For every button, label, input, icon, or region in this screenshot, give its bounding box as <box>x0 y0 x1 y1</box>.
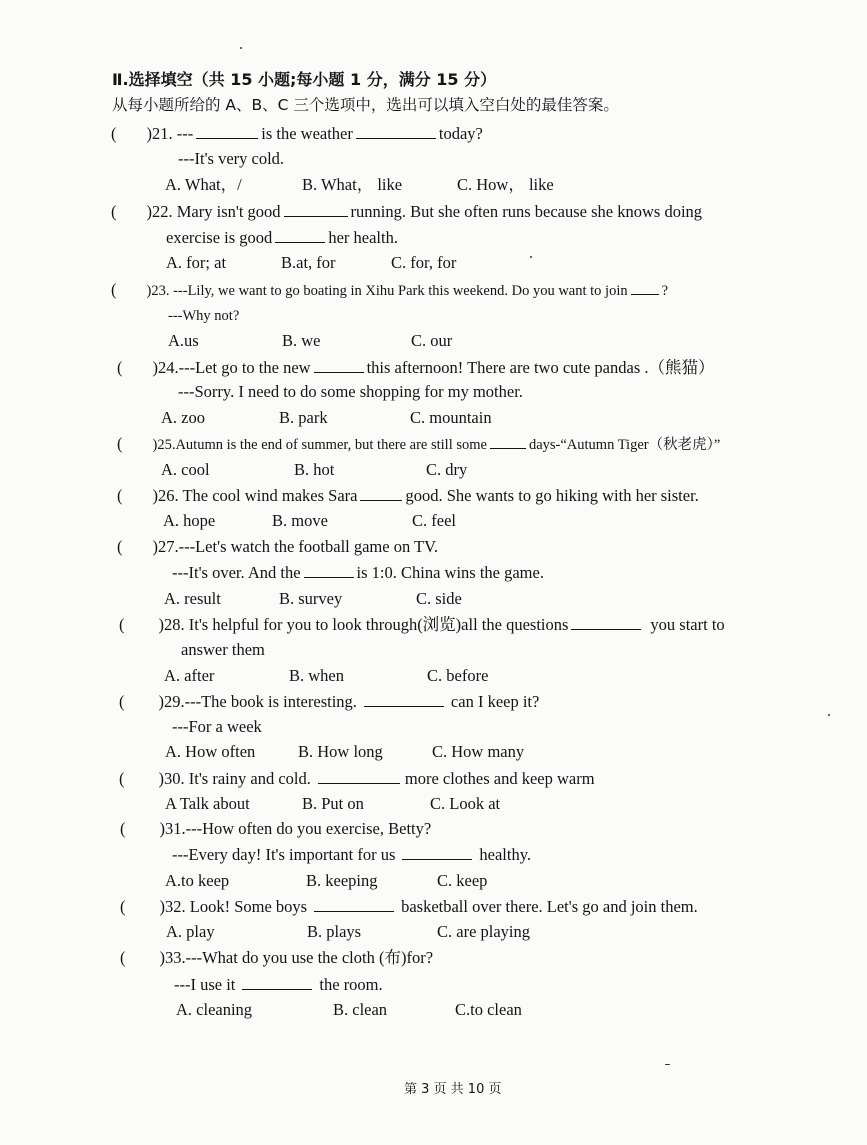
answer-blank <box>196 123 258 139</box>
scan-speck <box>828 714 830 716</box>
answer-bracket: ( <box>117 434 123 453</box>
question-text: more clothes and keep warm <box>404 769 595 788</box>
scan-speck <box>240 47 242 49</box>
question-text: her health. <box>328 228 398 247</box>
answer-blank <box>490 433 526 449</box>
answer-bracket: ( <box>120 819 126 838</box>
option-b: B. clean <box>333 1000 388 1019</box>
answer-blank <box>275 227 325 243</box>
dialogue-reply: ---It's over. And the <box>172 563 301 582</box>
question-text: is the weather <box>261 124 353 143</box>
question-text: today? <box>438 124 483 143</box>
option-a: A.to keep <box>165 871 230 890</box>
option-c: C. How， like <box>457 175 554 194</box>
question-text: )28. It's helpful for you to look through(浏览)all the questions <box>158 615 569 634</box>
scan-speck <box>665 1064 670 1065</box>
dialogue-reply: ---It's very cold. <box>178 149 285 168</box>
question-text: )25.Autumn is the end of summer, but there are still some <box>152 437 487 453</box>
answer-bracket: ( <box>120 948 126 967</box>
question-text: )22. Mary isn't good <box>146 202 281 221</box>
question-text: this afternoon! There are two cute pandas .（熊猫） <box>366 358 715 377</box>
answer-bracket: ( <box>119 615 125 634</box>
answer-blank <box>364 691 444 707</box>
question-text: )29.---The book is interesting. <box>158 692 357 711</box>
dialogue-reply: healthy. <box>479 845 531 864</box>
answer-bracket: ( <box>111 202 117 221</box>
option-b: B. How long <box>298 742 383 761</box>
option-b: B. move <box>272 511 328 530</box>
option-b: B. we <box>282 331 321 350</box>
option-c: C. our <box>411 331 453 350</box>
question-text: )23. ---Lily, we want to go boating in Xihu Park this weekend. Do you want to join <box>146 283 628 299</box>
option-c: C. mountain <box>410 408 492 427</box>
answer-blank <box>571 614 641 630</box>
option-b: B. park <box>279 408 328 427</box>
question-text: )32. Look! Some boys <box>159 897 308 916</box>
option-a: A. zoo <box>161 408 205 427</box>
scan-speck <box>530 256 532 258</box>
dialogue-reply: ---Sorry. I need to do some shopping for my mother. <box>178 382 523 401</box>
dialogue-reply: the room. <box>319 975 383 994</box>
answer-blank <box>314 357 364 373</box>
option-c: C. before <box>427 666 489 685</box>
answer-bracket: ( <box>111 280 117 299</box>
answer-bracket: ( <box>117 537 123 556</box>
question-text: )21. --- <box>146 124 194 143</box>
dialogue-reply: ---Why not? <box>168 308 240 324</box>
option-b: B. when <box>289 666 344 685</box>
answer-blank <box>304 562 354 578</box>
option-c: C. Look at <box>430 794 501 813</box>
answer-bracket: ( <box>120 897 126 916</box>
section-title: Ⅱ.选择填空（共 15 小题;每小题 1 分，满分 15 分） <box>112 70 497 89</box>
answer-blank <box>318 768 400 784</box>
section-instruction: 从每小题所给的 A、B、C 三个选项中，选出可以填入空白处的最佳答案。 <box>112 96 619 114</box>
answer-bracket: ( <box>119 692 125 711</box>
option-b: B.at, for <box>281 253 336 272</box>
option-a: A Talk about <box>165 794 250 813</box>
answer-blank <box>242 974 312 990</box>
option-c: C. feel <box>412 511 456 530</box>
dialogue-reply: ---Every day! It's important for us <box>172 845 396 864</box>
dialogue-reply: is 1:0. China wins the game. <box>356 563 544 582</box>
option-a: A. for; at <box>166 253 227 272</box>
dialogue-reply: ---I use it <box>174 975 236 994</box>
option-c: C. side <box>416 589 462 608</box>
dialogue-reply: ---For a week <box>172 717 262 736</box>
answer-bracket: ( <box>117 486 123 505</box>
answer-blank <box>631 279 659 295</box>
question-text: answer them <box>181 640 265 659</box>
question-text: )27.---Let's watch the football game on TV. <box>152 537 439 556</box>
option-a: A. What，/ <box>165 175 242 194</box>
option-a: A. after <box>164 666 215 685</box>
option-b: B. What， like <box>302 175 403 194</box>
option-a: A.us <box>168 331 199 350</box>
option-b: B. Put on <box>302 794 364 813</box>
option-b: B. keeping <box>306 871 378 890</box>
option-a: A. cleaning <box>176 1000 253 1019</box>
question-text: basketball over there. Let's go and join them. <box>401 897 698 916</box>
question-text: )31.---How often do you exercise, Betty? <box>159 819 432 838</box>
option-a: A. result <box>164 589 221 608</box>
option-b: B. hot <box>294 460 335 479</box>
option-a: A. How often <box>165 742 256 761</box>
option-c: C. are playing <box>437 922 531 941</box>
answer-blank <box>360 485 402 501</box>
question-text: )24.---Let go to the new <box>152 358 311 377</box>
question-text: ? <box>661 283 669 299</box>
answer-blank <box>314 896 394 912</box>
option-c: C.to clean <box>455 1000 522 1019</box>
option-c: C. keep <box>437 871 488 890</box>
option-a: A. hope <box>163 511 216 530</box>
page-footer: 第 3 页 共 10 页 <box>404 1082 502 1097</box>
question-text: you start to <box>650 615 725 634</box>
option-b: B. survey <box>279 589 343 608</box>
answer-blank <box>284 201 348 217</box>
question-text: running. But she often runs because she knows doing <box>350 202 703 221</box>
answer-blank <box>402 844 472 860</box>
option-a: A. cool <box>161 460 210 479</box>
option-a: A. play <box>166 922 215 941</box>
question-text: days-“Autumn Tiger（秋老虎）” <box>528 437 721 453</box>
answer-blank <box>356 123 436 139</box>
option-b: B. plays <box>307 922 362 941</box>
question-text: exercise is good <box>166 228 273 247</box>
answer-bracket: ( <box>111 124 117 143</box>
question-text: can I keep it? <box>450 692 540 711</box>
answer-bracket: ( <box>117 358 123 377</box>
question-text: )30. It's rainy and cold. <box>158 769 311 788</box>
question-text: )33.---What do you use the cloth (布)for? <box>159 948 434 967</box>
option-c: C. How many <box>432 742 525 761</box>
option-c: C. for, for <box>391 253 457 272</box>
question-text: )26. The cool wind makes Sara <box>152 486 358 505</box>
question-text: good. She wants to go hiking with her sister. <box>405 486 699 505</box>
option-c: C. dry <box>426 460 468 479</box>
answer-bracket: ( <box>119 769 125 788</box>
